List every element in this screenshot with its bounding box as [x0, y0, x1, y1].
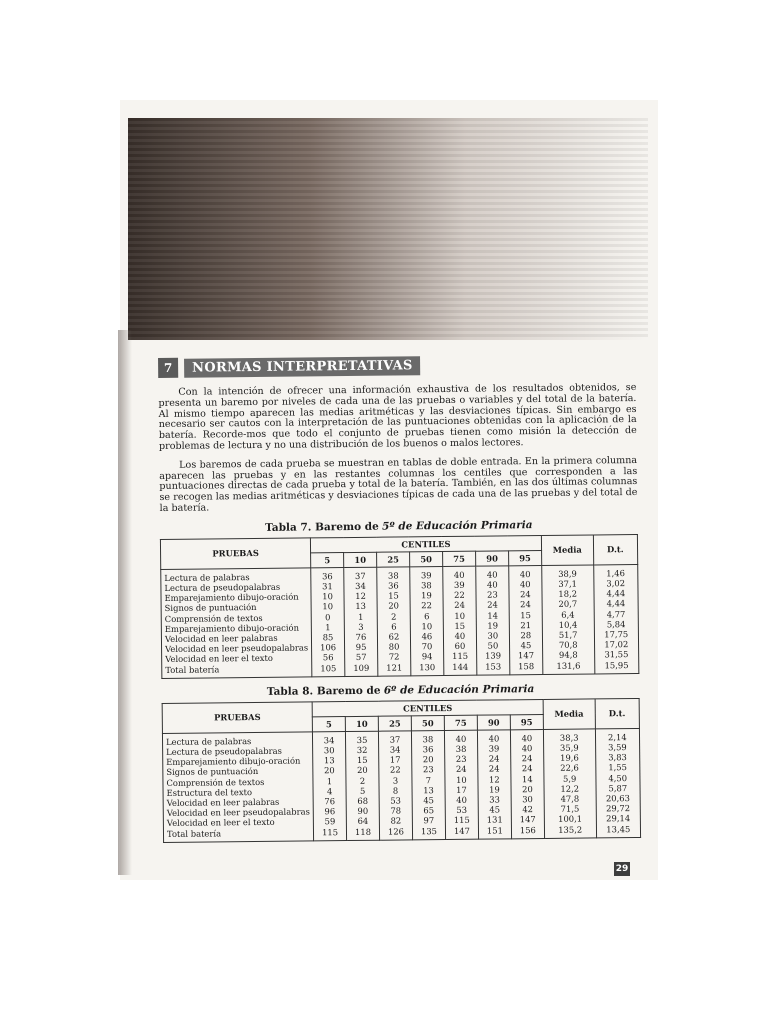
dt-value: 15,95: [604, 659, 629, 670]
centile-value: 30: [323, 745, 335, 756]
header-media: Media: [541, 535, 593, 566]
centile-value: 33: [489, 794, 500, 805]
table-7-caption-prefix: Tabla 7. Baremo de: [265, 520, 379, 534]
centile-value: 10: [455, 774, 467, 785]
header-dt: D.t.: [595, 698, 640, 728]
centile-value: 82: [390, 815, 402, 827]
centile-value: 45: [423, 795, 435, 806]
centile-value: 24: [488, 753, 500, 764]
centile-value: 30: [522, 794, 533, 805]
centile-value: 34: [323, 734, 335, 746]
centile-value: 40: [519, 579, 531, 590]
centile-value: 118: [354, 826, 372, 837]
centile-value: 39: [488, 743, 500, 754]
centile-value: 45: [520, 640, 532, 651]
centile-header: 25: [378, 716, 411, 731]
centile-value: 40: [521, 732, 533, 744]
centile-header: 95: [508, 550, 541, 565]
prueba-name: Velocidad en leer pseudopalabras: [166, 806, 310, 819]
centile-value: 62: [388, 631, 400, 642]
centile-value: 34: [389, 744, 401, 755]
centile-value: 13: [355, 601, 367, 612]
centile-value: 10: [322, 591, 333, 602]
centile-value: 13: [423, 784, 434, 796]
dt-value: 17,02: [604, 639, 629, 650]
dt-value: 31,55: [604, 649, 629, 660]
dt-value: 4,44: [606, 588, 626, 599]
centile-header: 10: [344, 552, 377, 567]
prueba-name: Lectura de palabras: [164, 571, 250, 583]
media-value: 22,6: [560, 763, 579, 774]
prueba-name: Lectura de pseudopalabras: [166, 745, 282, 757]
centile-column: [311, 567, 345, 676]
centile-value: 1: [325, 621, 331, 633]
centile-value: 147: [453, 825, 470, 836]
media-column: [543, 729, 596, 839]
prueba-name: Signos de puntuación: [164, 602, 257, 614]
header-media: Media: [543, 699, 595, 730]
centile-value: 78: [390, 805, 402, 816]
centile-value: 40: [486, 569, 498, 580]
centile-value: 1: [358, 611, 364, 622]
centile-value: 94: [421, 651, 433, 662]
centile-value: 3: [392, 775, 399, 786]
centile-value: 37: [389, 734, 401, 745]
centile-column: [510, 729, 544, 838]
centile-value: 97: [423, 815, 435, 826]
centile-value: 20: [388, 600, 400, 611]
centile-value: 24: [519, 589, 531, 600]
prueba-name: Lectura de palabras: [165, 735, 252, 747]
prueba-name: Signos de puntuación: [166, 766, 259, 778]
centile-value: 121: [386, 662, 403, 673]
centile-value: 65: [423, 805, 435, 816]
media-value: 35,9: [559, 742, 579, 753]
centile-value: 2: [359, 775, 366, 786]
dt-value: 1,55: [608, 762, 627, 773]
prueba-name: Velocidad en leer palabras: [164, 632, 278, 644]
centile-value: 2: [391, 611, 397, 622]
centile-value: 153: [485, 661, 502, 672]
baremo-table-8: [162, 698, 641, 843]
centile-header: 95: [510, 714, 543, 729]
dt-value: 4,77: [606, 608, 626, 619]
prueba-name: Velocidad en leer el texto: [165, 653, 273, 665]
prueba-name: Velocidad en leer pseudopalabras: [165, 642, 309, 655]
centile-value: 53: [390, 795, 402, 806]
dt-value: 4,44: [606, 598, 626, 609]
centile-column: [313, 731, 347, 840]
dt-value: 5,87: [608, 782, 628, 794]
centile-value: 15: [356, 755, 368, 766]
centile-header: 75: [443, 551, 476, 566]
centile-value: 10: [322, 601, 334, 612]
header-pruebas: PRUEBAS: [162, 702, 312, 734]
dt-value: 29,14: [606, 813, 631, 824]
centile-value: 6: [391, 621, 397, 632]
centile-value: 36: [321, 570, 333, 582]
centile-value: 156: [519, 824, 536, 835]
centile-header: 50: [410, 551, 443, 566]
centile-value: 46: [421, 631, 433, 642]
centile-value: 22: [389, 764, 401, 775]
header-dt: D.t.: [593, 534, 638, 564]
table-8-caption: [161, 682, 639, 699]
centile-value: 7: [425, 774, 432, 785]
media-value: 100,1: [558, 814, 583, 825]
page-content: [158, 351, 641, 843]
centile-value: 19: [489, 784, 500, 795]
centile-value: 130: [419, 661, 436, 672]
section-title: NORMAS INTERPRETATIVAS: [184, 356, 421, 377]
centile-value: 64: [357, 816, 369, 827]
centile-value: 20: [422, 754, 434, 765]
centile-header: 50: [411, 715, 444, 730]
centile-value: 14: [521, 773, 533, 784]
centile-value: 135: [420, 825, 438, 836]
centile-value: 158: [518, 660, 535, 671]
centile-value: 139: [485, 650, 502, 661]
centile-value: 35: [356, 734, 368, 745]
centile-value: 8: [392, 785, 399, 796]
centile-value: 115: [452, 651, 469, 662]
page-number: 29: [615, 864, 629, 874]
prueba-name: Emparejamiento dibujo-oración: [164, 591, 299, 604]
centile-value: 90: [357, 806, 369, 817]
table-row: [162, 728, 640, 842]
centile-value: 115: [453, 815, 470, 826]
centile-value: 19: [421, 590, 432, 601]
centile-value: 17: [456, 784, 467, 795]
centile-value: 57: [355, 652, 367, 663]
dt-value: 3,02: [606, 578, 626, 589]
centile-value: 40: [519, 568, 531, 579]
centile-column: [344, 567, 378, 676]
centile-value: 76: [324, 796, 336, 807]
centile-value: 24: [521, 753, 533, 764]
media-value: 71,5: [560, 803, 580, 815]
centile-value: 53: [456, 805, 468, 816]
centile-column: [509, 565, 543, 674]
prueba-name: Estructura del texto: [166, 786, 253, 798]
centile-value: 109: [353, 662, 370, 673]
dt-value: 1,46: [606, 567, 625, 579]
centile-value: 10: [421, 620, 433, 632]
media-value: 94,8: [558, 650, 578, 661]
centile-header: 5: [312, 716, 345, 731]
dt-value: 13,45: [606, 823, 631, 834]
centile-header: 75: [444, 715, 477, 730]
centile-value: 36: [388, 580, 399, 591]
centile-value: 106: [320, 642, 337, 653]
media-value: 38,3: [559, 732, 579, 743]
centile-value: 151: [486, 825, 503, 836]
centile-value: 126: [387, 826, 405, 837]
media-value: 6,4: [561, 609, 575, 620]
pruebas-column: [161, 568, 312, 679]
header-centiles: CENTILES: [310, 535, 541, 552]
dt-value: 17,75: [604, 629, 629, 640]
media-value: 51,7: [558, 629, 578, 640]
centile-value: 40: [486, 579, 498, 590]
centile-value: 1: [326, 775, 333, 786]
centile-header: 25: [377, 552, 410, 567]
prueba-name: Lectura de pseudopalabras: [164, 581, 281, 593]
centile-value: 37: [354, 570, 366, 581]
centile-value: 68: [357, 795, 369, 806]
media-value: 70,8: [558, 639, 578, 651]
tables-paragraph: Los baremos de cada prueba se muestran en tablas de doble entrada. En la primera columna aparecen las pruebas y en las restantes columnas los centiles que corresponden a las puntuaciones directas de cada prueba y total de la batería. También, en las dos últimas columnas se recogen las medias aritméticas y desviaciones típicas de cada una de las pruebas y del total de la batería.: [159, 454, 638, 514]
centile-value: 115: [322, 826, 339, 837]
prueba-name: Total batería: [166, 827, 222, 839]
centile-value: 147: [519, 814, 536, 825]
centile-column: [410, 566, 444, 675]
centile-value: 10: [454, 610, 466, 621]
header-pruebas: PRUEBAS: [160, 538, 310, 570]
centile-value: 15: [520, 609, 531, 620]
centile-value: 20: [356, 765, 368, 776]
media-value: 37,1: [558, 578, 577, 589]
dt-value: 2,14: [607, 731, 627, 743]
dt-value: 20,63: [605, 793, 630, 804]
dt-column: [595, 728, 641, 837]
centile-value: 5: [359, 785, 366, 796]
dt-value: 5,84: [606, 618, 626, 630]
table-row: [161, 564, 639, 678]
centile-value: 38: [455, 743, 467, 754]
scan-shadow: [128, 118, 648, 340]
centile-value: 13: [323, 755, 335, 766]
centile-value: 14: [487, 610, 499, 621]
centile-value: 24: [520, 599, 531, 610]
centile-value: 15: [388, 590, 399, 601]
centile-value: 131: [486, 814, 503, 826]
centile-value: 40: [454, 630, 466, 641]
centile-column: [443, 566, 477, 675]
centile-value: 24: [488, 763, 500, 774]
centile-value: 40: [456, 794, 467, 805]
centile-column: [378, 731, 412, 840]
prueba-name: Total batería: [165, 663, 220, 675]
centile-value: 72: [388, 651, 400, 662]
media-value: 10,4: [558, 619, 578, 630]
centile-column: [477, 730, 511, 839]
baremo-table-7: [160, 534, 639, 679]
centile-header: 5: [311, 552, 344, 567]
dt-column: [593, 564, 639, 673]
centile-value: 38: [387, 570, 399, 581]
centile-value: 24: [521, 763, 533, 774]
media-value: 135,2: [558, 824, 583, 835]
dt-value: 3,83: [608, 752, 627, 763]
centile-value: 40: [455, 733, 467, 744]
centile-value: 105: [320, 662, 337, 673]
centile-value: 56: [322, 652, 334, 663]
prueba-name: Velocidad en leer el texto: [166, 817, 275, 829]
media-column: [542, 565, 595, 675]
centile-value: 4: [326, 786, 333, 797]
media-value: 5,9: [562, 773, 577, 784]
dt-value: 3,59: [608, 742, 627, 753]
prueba-name: Emparejamiento dibujo-oración: [164, 622, 300, 634]
centile-value: 6: [423, 610, 430, 621]
section-number: 7: [158, 358, 178, 378]
section-header: [158, 351, 636, 380]
page-edge-shadow: [118, 330, 132, 875]
centile-value: 39: [420, 569, 432, 581]
centile-value: 39: [453, 579, 465, 590]
centile-column: [345, 731, 379, 840]
centile-value: 20: [522, 783, 533, 795]
centile-value: 36: [422, 744, 434, 755]
table-7-caption-grade: 5º de Educación Primaria: [382, 518, 533, 533]
centile-value: 70: [421, 641, 433, 652]
media-value: 38,9: [558, 568, 577, 579]
centile-value: 40: [488, 733, 500, 744]
centile-value: 0: [325, 611, 331, 622]
centile-value: 144: [452, 661, 469, 672]
centile-column: [476, 566, 510, 675]
header-centiles: CENTILES: [312, 699, 543, 716]
prueba-name: Velocidad en leer palabras: [166, 796, 280, 808]
centile-value: 80: [388, 641, 400, 652]
prueba-name: Comprensión de textos: [166, 776, 265, 788]
centile-value: 19: [487, 620, 499, 631]
table-8-caption-prefix: Tabla 8. Baremo de: [266, 684, 381, 698]
centile-value: 76: [355, 631, 367, 642]
centile-value: 95: [355, 642, 367, 653]
centile-value: 20: [324, 765, 335, 776]
centile-value: 30: [487, 630, 499, 641]
prueba-name: Emparejamiento dibujo-oración: [166, 755, 301, 768]
centile-value: 21: [520, 619, 532, 631]
centile-value: 24: [454, 600, 465, 611]
centile-value: 23: [455, 753, 467, 765]
centile-value: 24: [487, 599, 498, 610]
centile-value: 96: [324, 806, 336, 817]
centile-header: 90: [477, 715, 510, 730]
centile-value: 22: [421, 600, 432, 611]
centile-value: 31: [322, 581, 333, 592]
intro-paragraph: Con la intención de ofrecer una información exhaustiva de los resultados obtenidos, se presenta un baremo por niveles de cada una de las pruebas o variables y del total de la batería. Al mismo tiempo aparecen las medias aritméticas y las desviaciones típicas. Sin embargo es necesario ser cautos con la interpretación de las puntuaciones obtenidas con la aplicación de la batería. Recorde-mos que todo el conjunto de pruebas tienen como misión la detección de problemas de lectura y no una distribución de los buenos o malos lectores.: [158, 381, 637, 452]
media-value: 20,7: [558, 598, 578, 610]
dt-value: 4,50: [608, 772, 628, 783]
table-8-caption-grade: 6º de Educación Primaria: [383, 682, 535, 697]
centile-value: 15: [454, 620, 466, 631]
dt-value: 29,72: [605, 803, 631, 814]
prueba-name: Comprensión de textos: [164, 612, 263, 624]
media-value: 18,2: [558, 588, 578, 599]
centile-header: 10: [345, 716, 378, 731]
centile-value: 32: [356, 744, 368, 755]
centile-value: 45: [489, 804, 501, 815]
centile-value: 38: [420, 580, 432, 591]
media-value: 19,6: [560, 752, 579, 764]
centile-value: 147: [517, 650, 535, 661]
centile-column: [444, 730, 478, 839]
centile-value: 28: [520, 630, 532, 641]
centile-value: 12: [355, 591, 366, 602]
centile-value: 34: [355, 580, 366, 591]
centile-value: 22: [454, 589, 465, 601]
media-value: 131,6: [556, 660, 581, 671]
centile-header: 90: [475, 551, 508, 566]
centile-column: [411, 730, 445, 839]
media-value: 12,2: [560, 783, 580, 794]
centile-value: 23: [422, 764, 434, 775]
pruebas-column: [162, 732, 313, 843]
centile-value: 24: [455, 764, 467, 775]
centile-value: 40: [453, 569, 465, 580]
centile-value: 50: [487, 640, 499, 651]
centile-value: 3: [358, 621, 364, 632]
centile-value: 60: [454, 640, 466, 652]
table-7-caption: [160, 518, 638, 535]
centile-value: 40: [521, 743, 533, 754]
centile-value: 12: [488, 774, 500, 785]
media-value: 47,8: [560, 793, 580, 804]
centile-value: 42: [522, 804, 534, 815]
centile-column: [377, 567, 411, 676]
centile-value: 59: [324, 816, 336, 827]
centile-value: 38: [422, 733, 434, 745]
centile-value: 85: [322, 632, 334, 643]
centile-value: 23: [487, 589, 498, 600]
centile-value: 17: [389, 754, 401, 765]
